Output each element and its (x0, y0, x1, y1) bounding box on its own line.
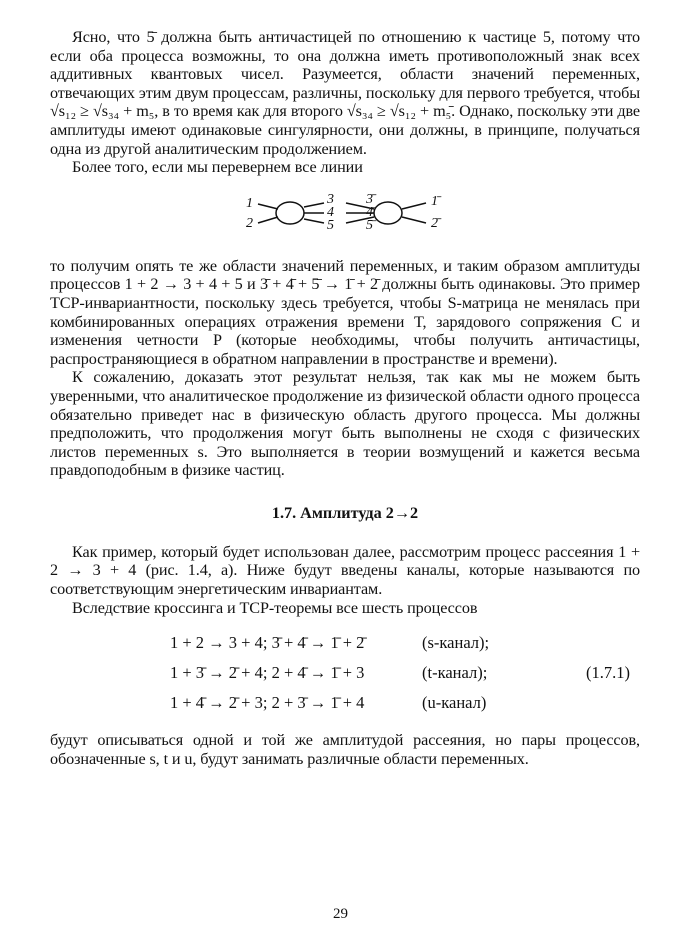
equation-row-u (170, 693, 487, 713)
equation-expr: 1 + 4̄ → 2̄ + 3; 2 + 3̄ → 1̄ + 4 (170, 693, 365, 713)
paragraph-example: Как пример, который будет использован далее, рассмотрим процесс рассеяния 1 + 2 → 3 + 4 (рис. 1.4, а). Ниже будут введены каналы, которые называются по соответствующим энергетическим инвариантам. (50, 542, 640, 599)
diagram-label-right-out-1bar: 1̄ (431, 193, 438, 209)
diagram-label-right-in-5bar: 5̄ (366, 217, 373, 233)
equation-channel: (s-канал); (422, 633, 490, 653)
section-title: 1.7. Амплитуда 2→2 (271, 503, 419, 522)
equation-expr: 1 + 2 → 3 + 4; 3̄ + 4̄ → 1̄ + 2̄ (170, 633, 365, 653)
equation-row-s (170, 633, 490, 653)
page-body (50, 28, 640, 768)
equation-number: (1.7.1) (586, 663, 630, 683)
paragraph-antiparticle: Ясно, что 5̄ должна быть античастицей по отношению к частице 5, потому что если оба процесса возможны, то она должна иметь противоположный знак всех аддитивных квантовых чисел. Разумеется, области значений переменных, отвечающих этим двум процессам, различны, поскольку для первого требуется, чтобы √s₁₂ ≥ √s₃₄ + m₅, в то время как для второго √s₃₄ ≥ √s₁₂ + m₅̄. Однако, поскольку эти две амплитуды имеют одинаковые сингулярности, они должны, в принципе, получаться одна из другой аналитическим продолжением. (50, 28, 640, 158)
equation-row-t (170, 663, 488, 683)
paragraph-amplitude: будут описываться одной и той же амплитудой рассеяния, но пары процессов, обозначенные s, t и u, будут занимать различные области переменных. (50, 731, 640, 768)
diagram-label-left-out-5: 5 (327, 217, 334, 233)
page-number: 29 (333, 906, 348, 922)
equation-block (50, 629, 640, 721)
paragraph-tcp: то получим опять те же области значений переменных, и таким образом амплитуды процессов 1 + 2 → 3 + 4 + 5 и 3̄ + 4̄ + 5̄ → 1̄ + 2̄ должны быть одинаковы. Это пример TCP-инвариантности, поскольку здесь требуется, чтобы S-матрица не менялась при комбинированных операциях отражения времени T, зарядового сопряжения C и изменения четности P (которые необходимы, чтобы получить античастицы, распространяющиеся в обратном направлении в пространстве и времени). (50, 256, 640, 368)
diagram-label-left-out-4: 4 (327, 204, 334, 220)
equation-expr: 1 + 3̄ → 2̄ + 4; 2 + 4̄ → 1̄ + 3 (170, 663, 365, 683)
paragraph-reverse-lines: Более того, если мы перевернем все линии (72, 158, 363, 177)
diagram-label-left-in-1: 1 (246, 195, 253, 211)
equation-channel: (u-канал) (422, 693, 487, 713)
diagram-svg (50, 183, 640, 253)
diagram-label-right-in-3bar: 3̄ (366, 191, 373, 207)
diagram-label-right-in-4bar: 4̄ (366, 204, 373, 220)
diagram-label-right-out-2bar: 2̄ (431, 215, 438, 231)
equation-channel: (t-канал); (422, 663, 488, 683)
paragraph-unfortunately: К сожалению, доказать этот результат нельзя, так как мы не можем быть уверенными, что аналитическое продолжение из физической области одного процесса обязательно приведет нас в физическую область другого процесса. Мы должны предположить, что продолжения могут быть выполнены не сходя с физических листов переменных s. Это выполняется в теории возмущений и кажется весьма правдоподобным в физике частиц. (50, 368, 640, 480)
diagram-label-left-out-3: 3 (327, 191, 334, 207)
reversed-lines-diagram (50, 183, 640, 253)
diagram-label-left-in-2: 2 (246, 215, 253, 231)
paragraph-crossing: Вследствие кроссинга и TCP-теоремы все шесть процессов (72, 598, 478, 617)
